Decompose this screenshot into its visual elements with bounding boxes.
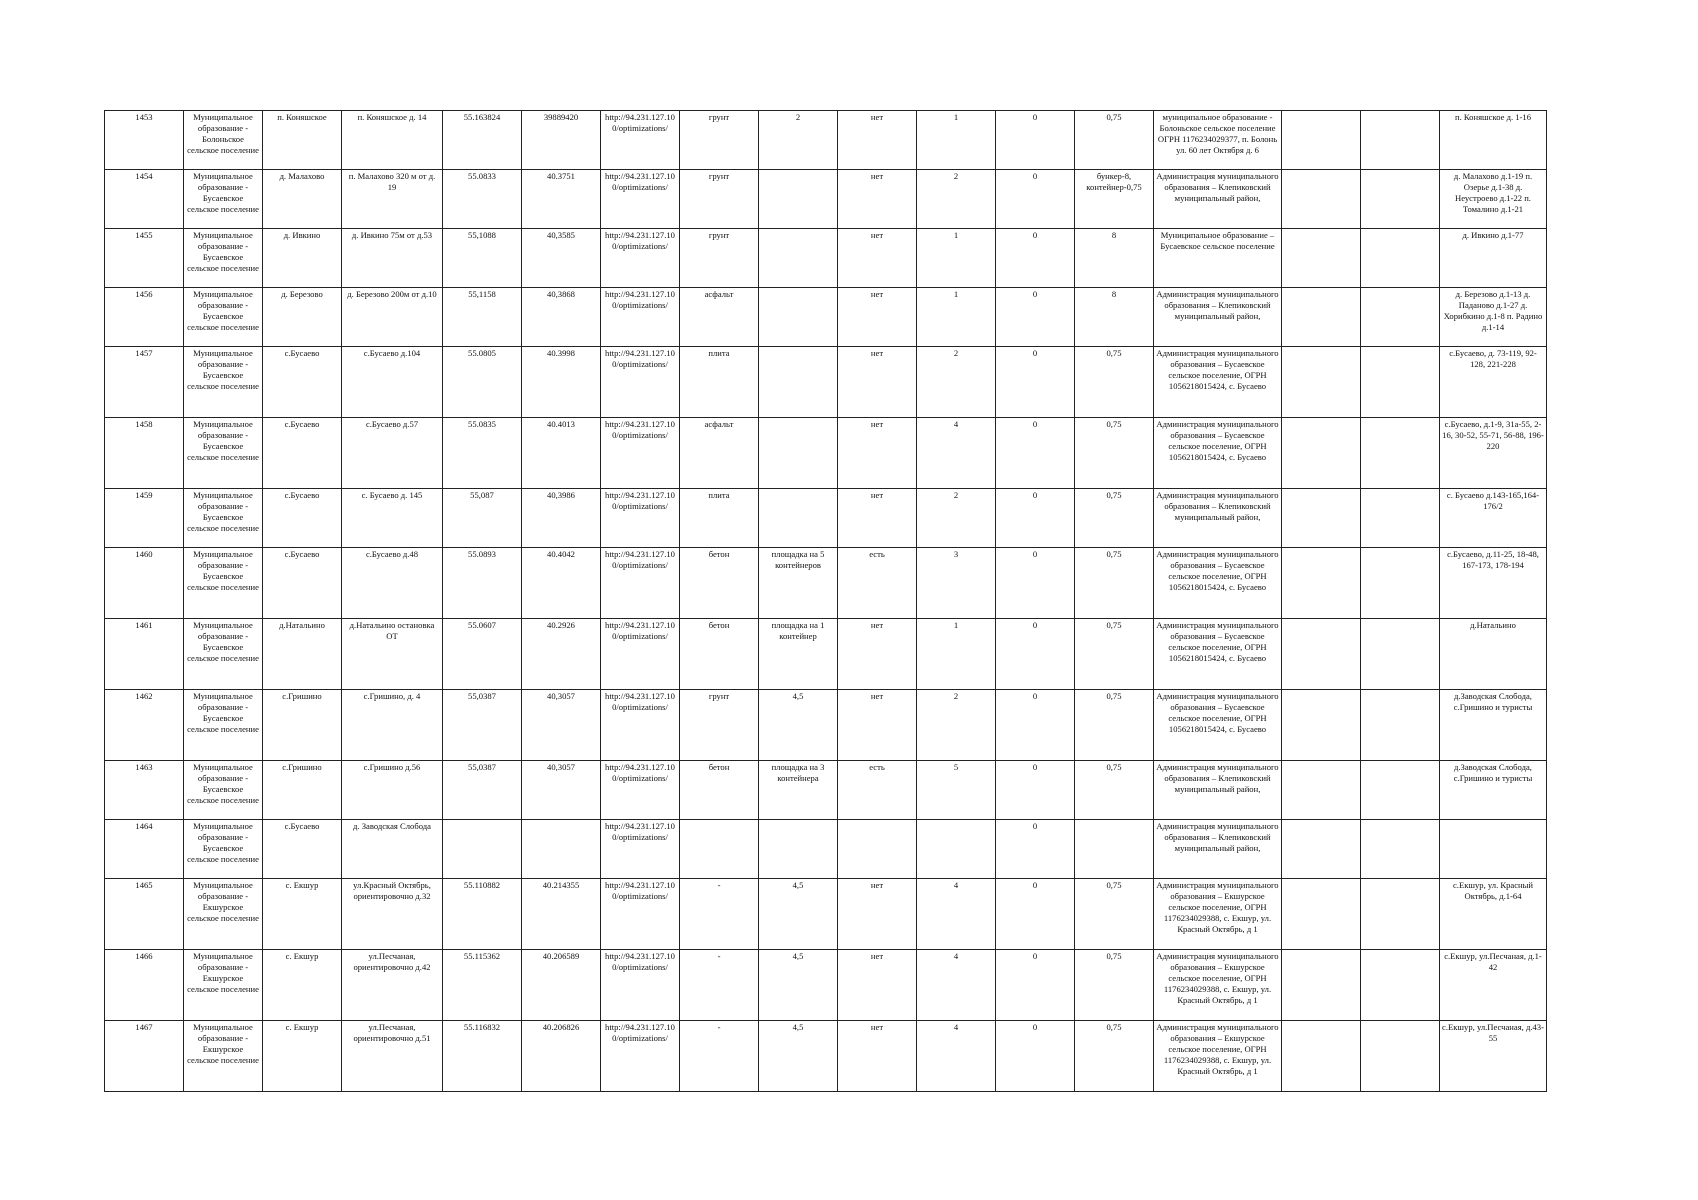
- cell-owner: Администрация муниципального образования – Бусаевское сельское поселение, ОГРН 1056218015424, с. Бусаево: [1154, 690, 1282, 761]
- cell-settlement: д.Натальино: [263, 619, 342, 690]
- cell-owner: Администрация муниципального образования – Бусаевское сельское поселение, ОГРН 1056218015424, с. Бусаево: [1154, 347, 1282, 418]
- cell-latitude: 55.0805: [443, 347, 522, 418]
- cell-surface: асфальт: [680, 288, 759, 347]
- cell-surface: -: [680, 950, 759, 1021]
- cell-served-objects: п. Коняшское д. 1-16: [1440, 111, 1547, 170]
- cell-latitude: 55.0835: [443, 418, 522, 489]
- cell-address: д. Березово 200м от д.10: [342, 288, 443, 347]
- cell-map-link[interactable]: http://94.231.127.100/optimizations/: [601, 548, 680, 619]
- cell-row-number: 1457: [105, 347, 184, 418]
- cell-longitude: 40,3986: [522, 489, 601, 548]
- cell-municipality: Муниципальное образование - Болоньское сельское поселение: [184, 111, 263, 170]
- cell-planned-count: 0: [996, 418, 1075, 489]
- cell-row-number: 1458: [105, 418, 184, 489]
- cell-planned-count: 0: [996, 761, 1075, 820]
- cell-map-link[interactable]: http://94.231.127.100/optimizations/: [601, 690, 680, 761]
- cell-extra-1: [1282, 690, 1361, 761]
- cell-latitude: 55,0387: [443, 690, 522, 761]
- cell-row-number: 1462: [105, 690, 184, 761]
- cell-container-volume: 8: [1075, 288, 1154, 347]
- table-row: [105, 820, 1547, 879]
- cell-fence: нет: [838, 170, 917, 229]
- cell-fence: нет: [838, 879, 917, 950]
- table-row: [105, 288, 1547, 347]
- cell-served-objects: с.Бусаево, д. 73-119, 92-128, 221-228: [1440, 347, 1547, 418]
- cell-longitude: 40.3751: [522, 170, 601, 229]
- cell-surface: бетон: [680, 761, 759, 820]
- cell-row-number: 1467: [105, 1021, 184, 1092]
- cell-latitude: 55.0607: [443, 619, 522, 690]
- cell-area: 4,5: [759, 879, 838, 950]
- cell-extra-1: [1282, 288, 1361, 347]
- cell-row-number: 1453: [105, 111, 184, 170]
- cell-settlement: д. Березово: [263, 288, 342, 347]
- cell-owner: муниципальное образование - Болоньское сельское поселение ОГРН 1176234029377, п. Болонь ул. 60 лет Октября д. 6: [1154, 111, 1282, 170]
- cell-surface: плита: [680, 489, 759, 548]
- table-row: [105, 229, 1547, 288]
- cell-municipality: Муниципальное образование - Бусаевское сельское поселение: [184, 229, 263, 288]
- cell-municipality: Муниципальное образование - Бусаевское сельское поселение: [184, 347, 263, 418]
- cell-served-objects: д. Малахово д.1-19 п. Озерье д.1-38 д. Неустроево д.1-22 п. Томалино д.1-21: [1440, 170, 1547, 229]
- cell-fence: нет: [838, 111, 917, 170]
- cell-planned-count: 0: [996, 1021, 1075, 1092]
- cell-address: с. Бусаево д. 145: [342, 489, 443, 548]
- cell-container-volume: 0,75: [1075, 489, 1154, 548]
- cell-container-count: 4: [917, 1021, 996, 1092]
- cell-extra-1: [1282, 170, 1361, 229]
- cell-fence: нет: [838, 489, 917, 548]
- cell-container-volume: 0,75: [1075, 879, 1154, 950]
- cell-address: с.Гришино, д. 4: [342, 690, 443, 761]
- cell-longitude: 40.4042: [522, 548, 601, 619]
- cell-area: 4,5: [759, 1021, 838, 1092]
- cell-municipality: Муниципальное образование - Екшурское сельское поселение: [184, 1021, 263, 1092]
- cell-surface: бетон: [680, 548, 759, 619]
- cell-extra-2: [1361, 111, 1440, 170]
- cell-extra-2: [1361, 1021, 1440, 1092]
- cell-municipality: Муниципальное образование - Бусаевское сельское поселение: [184, 170, 263, 229]
- cell-area: [759, 288, 838, 347]
- cell-extra-2: [1361, 489, 1440, 548]
- cell-municipality: Муниципальное образование - Бусаевское сельское поселение: [184, 619, 263, 690]
- cell-map-link[interactable]: http://94.231.127.100/optimizations/: [601, 950, 680, 1021]
- cell-longitude: 40.4013: [522, 418, 601, 489]
- cell-planned-count: 0: [996, 820, 1075, 879]
- cell-area: площадка на 5 контейнеров: [759, 548, 838, 619]
- cell-address: п. Малахово 320 м от д. 19: [342, 170, 443, 229]
- cell-owner: Администрация муниципального образования – Клепиковский муниципальный район,: [1154, 170, 1282, 229]
- cell-latitude: 55,1158: [443, 288, 522, 347]
- cell-container-volume: бункер-8, контейнер-0,75: [1075, 170, 1154, 229]
- cell-container-count: 2: [917, 170, 996, 229]
- cell-settlement: с.Бусаево: [263, 418, 342, 489]
- cell-map-link[interactable]: http://94.231.127.100/optimizations/: [601, 288, 680, 347]
- cell-address: ул.Красный Октябрь, ориентировочно д.32: [342, 879, 443, 950]
- table-row: [105, 548, 1547, 619]
- cell-extra-1: [1282, 229, 1361, 288]
- cell-latitude: 55.116832: [443, 1021, 522, 1092]
- cell-owner: Администрация муниципального образования – Бусаевское сельское поселение, ОГРН 1056218015424, с. Бусаево: [1154, 418, 1282, 489]
- cell-map-link[interactable]: http://94.231.127.100/optimizations/: [601, 489, 680, 548]
- cell-settlement: с.Гришино: [263, 690, 342, 761]
- cell-planned-count: 0: [996, 690, 1075, 761]
- cell-municipality: Муниципальное образование - Бусаевское сельское поселение: [184, 418, 263, 489]
- cell-fence: нет: [838, 288, 917, 347]
- cell-fence: нет: [838, 690, 917, 761]
- cell-container-count: 2: [917, 347, 996, 418]
- cell-longitude: [522, 820, 601, 879]
- table-body: [105, 111, 1547, 1092]
- cell-municipality: Муниципальное образование - Бусаевское сельское поселение: [184, 288, 263, 347]
- cell-row-number: 1466: [105, 950, 184, 1021]
- cell-longitude: 40,3057: [522, 761, 601, 820]
- cell-extra-2: [1361, 288, 1440, 347]
- table-row: [105, 347, 1547, 418]
- cell-container-volume: 0,75: [1075, 690, 1154, 761]
- table-row: [105, 418, 1547, 489]
- cell-settlement: с.Бусаево: [263, 489, 342, 548]
- cell-container-count: 3: [917, 548, 996, 619]
- cell-latitude: 55,0387: [443, 761, 522, 820]
- cell-served-objects: с.Екшур, ул.Песчаная, д.43-55: [1440, 1021, 1547, 1092]
- cell-container-volume: 0,75: [1075, 761, 1154, 820]
- cell-extra-2: [1361, 820, 1440, 879]
- cell-area: [759, 229, 838, 288]
- cell-surface: грунт: [680, 170, 759, 229]
- cell-container-count: 5: [917, 761, 996, 820]
- table-row: [105, 111, 1547, 170]
- cell-latitude: 55,1088: [443, 229, 522, 288]
- cell-address: п. Коняшское д. 14: [342, 111, 443, 170]
- cell-address: д. Ивкино 75м от д.53: [342, 229, 443, 288]
- cell-fence: нет: [838, 950, 917, 1021]
- cell-owner: Муниципальное образование – Бусаевское сельское поселение: [1154, 229, 1282, 288]
- cell-fence: нет: [838, 229, 917, 288]
- cell-latitude: 55,087: [443, 489, 522, 548]
- cell-container-volume: 0,75: [1075, 1021, 1154, 1092]
- cell-surface: грунт: [680, 111, 759, 170]
- cell-address: с.Бусаево д.104: [342, 347, 443, 418]
- cell-served-objects: [1440, 820, 1547, 879]
- cell-settlement: с.Бусаево: [263, 820, 342, 879]
- cell-settlement: д. Ивкино: [263, 229, 342, 288]
- cell-container-volume: 0,75: [1075, 619, 1154, 690]
- cell-longitude: 40.206589: [522, 950, 601, 1021]
- cell-served-objects: с. Бусаево д.143-165,164-176/2: [1440, 489, 1547, 548]
- cell-longitude: 40,3585: [522, 229, 601, 288]
- cell-latitude: 55.163824: [443, 111, 522, 170]
- cell-longitude: 40,3868: [522, 288, 601, 347]
- cell-fence: есть: [838, 548, 917, 619]
- cell-settlement: с.Бусаево: [263, 548, 342, 619]
- cell-surface: -: [680, 1021, 759, 1092]
- cell-container-volume: 0,75: [1075, 418, 1154, 489]
- cell-settlement: с. Екшур: [263, 879, 342, 950]
- cell-planned-count: 0: [996, 170, 1075, 229]
- cell-map-link[interactable]: http://94.231.127.100/optimizations/: [601, 761, 680, 820]
- cell-area: 4,5: [759, 950, 838, 1021]
- cell-area: площадка на 3 контейнера: [759, 761, 838, 820]
- cell-owner: Администрация муниципального образования – Екшурское сельское поселение, ОГРН 1176234029388, с. Екшур, ул. Красный Октябрь, д 1: [1154, 1021, 1282, 1092]
- cell-address: с.Гришино д.56: [342, 761, 443, 820]
- table-row: [105, 170, 1547, 229]
- cell-container-volume: 0,75: [1075, 347, 1154, 418]
- cell-planned-count: 0: [996, 229, 1075, 288]
- cell-container-count: 1: [917, 288, 996, 347]
- cell-municipality: Муниципальное образование - Екшурское сельское поселение: [184, 950, 263, 1021]
- cell-address: с.Бусаево д.57: [342, 418, 443, 489]
- cell-owner: Администрация муниципального образования – Клепиковский муниципальный район,: [1154, 761, 1282, 820]
- cell-map-link[interactable]: http://94.231.127.100/optimizations/: [601, 229, 680, 288]
- cell-row-number: 1455: [105, 229, 184, 288]
- cell-owner: Администрация муниципального образования – Екшурское сельское поселение, ОГРН 1176234029388, с. Екшур, ул. Красный Октябрь, д 1: [1154, 950, 1282, 1021]
- cell-owner: Администрация муниципального образования – Бусаевское сельское поселение, ОГРН 1056218015424, с. Бусаево: [1154, 548, 1282, 619]
- table-row: [105, 619, 1547, 690]
- cell-map-link[interactable]: http://94.231.127.100/optimizations/: [601, 619, 680, 690]
- cell-planned-count: 0: [996, 111, 1075, 170]
- cell-owner: Администрация муниципального образования – Бусаевское сельское поселение, ОГРН 1056218015424, с. Бусаево: [1154, 619, 1282, 690]
- cell-planned-count: 0: [996, 489, 1075, 548]
- cell-area: [759, 347, 838, 418]
- cell-owner: Администрация муниципального образования – Клепиковский муниципальный район,: [1154, 489, 1282, 548]
- cell-extra-1: [1282, 418, 1361, 489]
- cell-container-volume: [1075, 820, 1154, 879]
- cell-latitude: 55.0833: [443, 170, 522, 229]
- cell-map-link[interactable]: http://94.231.127.100/optimizations/: [601, 418, 680, 489]
- cell-owner: Администрация муниципального образования – Клепиковский муниципальный район,: [1154, 288, 1282, 347]
- cell-extra-1: [1282, 950, 1361, 1021]
- cell-served-objects: с.Бусаево, д.11-25, 18-48, 167-173, 178-194: [1440, 548, 1547, 619]
- cell-municipality: Муниципальное образование - Бусаевское сельское поселение: [184, 489, 263, 548]
- cell-container-count: 1: [917, 619, 996, 690]
- cell-municipality: Муниципальное образование - Бусаевское сельское поселение: [184, 690, 263, 761]
- cell-extra-2: [1361, 548, 1440, 619]
- table-row: [105, 950, 1547, 1021]
- cell-row-number: 1459: [105, 489, 184, 548]
- cell-address: д. Заводская Слобода: [342, 820, 443, 879]
- cell-address: с.Бусаево д.48: [342, 548, 443, 619]
- cell-extra-2: [1361, 347, 1440, 418]
- cell-municipality: Муниципальное образование - Бусаевское сельское поселение: [184, 761, 263, 820]
- cell-area: [759, 418, 838, 489]
- cell-settlement: с.Гришино: [263, 761, 342, 820]
- cell-served-objects: д. Березово д.1-13 д. Паданово д.1-27 д. Хорибкино д.1-8 п. Радино д.1-14: [1440, 288, 1547, 347]
- cell-planned-count: 0: [996, 879, 1075, 950]
- table-row: [105, 1021, 1547, 1092]
- cell-served-objects: д.Натальино: [1440, 619, 1547, 690]
- cell-municipality: Муниципальное образование - Екшурское сельское поселение: [184, 879, 263, 950]
- cell-planned-count: 0: [996, 950, 1075, 1021]
- cell-latitude: [443, 820, 522, 879]
- cell-extra-2: [1361, 170, 1440, 229]
- cell-container-volume: 0,75: [1075, 111, 1154, 170]
- cell-latitude: 55.115362: [443, 950, 522, 1021]
- waste-sites-table: [104, 110, 1547, 1092]
- cell-container-count: 2: [917, 489, 996, 548]
- cell-area: площадка на 1 контейнер: [759, 619, 838, 690]
- cell-latitude: 55.0893: [443, 548, 522, 619]
- cell-fence: нет: [838, 1021, 917, 1092]
- cell-extra-1: [1282, 619, 1361, 690]
- cell-owner: Администрация муниципального образования – Екшурское сельское поселение, ОГРН 1176234029388, с. Екшур, ул. Красный Октябрь, д 1: [1154, 879, 1282, 950]
- cell-container-count: 4: [917, 879, 996, 950]
- cell-served-objects: д.Заводская Слобода, с.Гришино и туристы: [1440, 690, 1547, 761]
- cell-container-count: 2: [917, 690, 996, 761]
- cell-surface: плита: [680, 347, 759, 418]
- cell-address: ул.Песчаная, ориентировочно д.42: [342, 950, 443, 1021]
- cell-extra-2: [1361, 761, 1440, 820]
- cell-row-number: 1456: [105, 288, 184, 347]
- cell-longitude: 40.214355: [522, 879, 601, 950]
- cell-row-number: 1463: [105, 761, 184, 820]
- cell-fence: есть: [838, 761, 917, 820]
- cell-container-count: 1: [917, 229, 996, 288]
- cell-surface: асфальт: [680, 418, 759, 489]
- table-row: [105, 489, 1547, 548]
- cell-served-objects: с.Екшур, ул.Песчаная, д.1-42: [1440, 950, 1547, 1021]
- cell-map-link[interactable]: http://94.231.127.100/optimizations/: [601, 820, 680, 879]
- cell-address: д.Натальино остановка ОТ: [342, 619, 443, 690]
- cell-extra-1: [1282, 1021, 1361, 1092]
- cell-area: 4,5: [759, 690, 838, 761]
- cell-longitude: 40.2926: [522, 619, 601, 690]
- cell-served-objects: с.Екшур, ул. Красный Октябрь, д.1-64: [1440, 879, 1547, 950]
- table-row: [105, 690, 1547, 761]
- cell-map-link[interactable]: http://94.231.127.100/optimizations/: [601, 111, 680, 170]
- cell-fence: нет: [838, 347, 917, 418]
- cell-planned-count: 0: [996, 548, 1075, 619]
- cell-extra-1: [1282, 489, 1361, 548]
- cell-container-count: [917, 820, 996, 879]
- cell-longitude: 40.206826: [522, 1021, 601, 1092]
- cell-area: [759, 170, 838, 229]
- cell-fence: нет: [838, 619, 917, 690]
- cell-served-objects: д. Ивкино д.1-77: [1440, 229, 1547, 288]
- table-row: [105, 761, 1547, 820]
- cell-container-volume: 0,75: [1075, 548, 1154, 619]
- cell-planned-count: 0: [996, 347, 1075, 418]
- cell-surface: -: [680, 879, 759, 950]
- cell-latitude: 55.110882: [443, 879, 522, 950]
- cell-planned-count: 0: [996, 288, 1075, 347]
- cell-planned-count: 0: [996, 619, 1075, 690]
- cell-municipality: Муниципальное образование - Бусаевское сельское поселение: [184, 548, 263, 619]
- cell-extra-2: [1361, 690, 1440, 761]
- cell-surface: [680, 820, 759, 879]
- cell-settlement: д. Малахово: [263, 170, 342, 229]
- cell-extra-1: [1282, 111, 1361, 170]
- cell-extra-2: [1361, 418, 1440, 489]
- cell-settlement: п. Коняшское: [263, 111, 342, 170]
- cell-longitude: 39889420: [522, 111, 601, 170]
- cell-surface: грунт: [680, 229, 759, 288]
- cell-fence: нет: [838, 418, 917, 489]
- cell-row-number: 1454: [105, 170, 184, 229]
- cell-extra-2: [1361, 619, 1440, 690]
- cell-served-objects: д.Заводская Слобода, с.Гришино и туристы: [1440, 761, 1547, 820]
- cell-settlement: с. Екшур: [263, 950, 342, 1021]
- cell-extra-1: [1282, 761, 1361, 820]
- cell-area: [759, 820, 838, 879]
- cell-map-link[interactable]: http://94.231.127.100/optimizations/: [601, 347, 680, 418]
- cell-surface: грунт: [680, 690, 759, 761]
- cell-container-volume: 0,75: [1075, 950, 1154, 1021]
- cell-container-count: 4: [917, 418, 996, 489]
- cell-settlement: с. Екшур: [263, 1021, 342, 1092]
- cell-map-link[interactable]: http://94.231.127.100/optimizations/: [601, 1021, 680, 1092]
- cell-container-volume: 8: [1075, 229, 1154, 288]
- cell-row-number: 1465: [105, 879, 184, 950]
- table-row: [105, 879, 1547, 950]
- cell-area: [759, 489, 838, 548]
- cell-longitude: 40.3998: [522, 347, 601, 418]
- cell-surface: бетон: [680, 619, 759, 690]
- cell-extra-2: [1361, 950, 1440, 1021]
- cell-area: 2: [759, 111, 838, 170]
- cell-map-link[interactable]: http://94.231.127.100/optimizations/: [601, 170, 680, 229]
- cell-address: ул.Песчаная, ориентировочно д.51: [342, 1021, 443, 1092]
- cell-owner: Администрация муниципального образования – Клепиковский муниципальный район,: [1154, 820, 1282, 879]
- cell-row-number: 1464: [105, 820, 184, 879]
- cell-map-link[interactable]: http://94.231.127.100/optimizations/: [601, 879, 680, 950]
- cell-extra-1: [1282, 879, 1361, 950]
- cell-settlement: с.Бусаево: [263, 347, 342, 418]
- cell-extra-1: [1282, 548, 1361, 619]
- cell-served-objects: с.Бусаево, д.1-9, 31а-55, 2-16, 30-52, 55-71, 56-88, 196-220: [1440, 418, 1547, 489]
- cell-extra-1: [1282, 347, 1361, 418]
- cell-extra-2: [1361, 229, 1440, 288]
- cell-longitude: 40,3057: [522, 690, 601, 761]
- cell-row-number: 1461: [105, 619, 184, 690]
- cell-municipality: Муниципальное образование - Бусаевское сельское поселение: [184, 820, 263, 879]
- cell-extra-1: [1282, 820, 1361, 879]
- cell-fence: [838, 820, 917, 879]
- cell-extra-2: [1361, 879, 1440, 950]
- cell-container-count: 1: [917, 111, 996, 170]
- cell-container-count: 4: [917, 950, 996, 1021]
- cell-row-number: 1460: [105, 548, 184, 619]
